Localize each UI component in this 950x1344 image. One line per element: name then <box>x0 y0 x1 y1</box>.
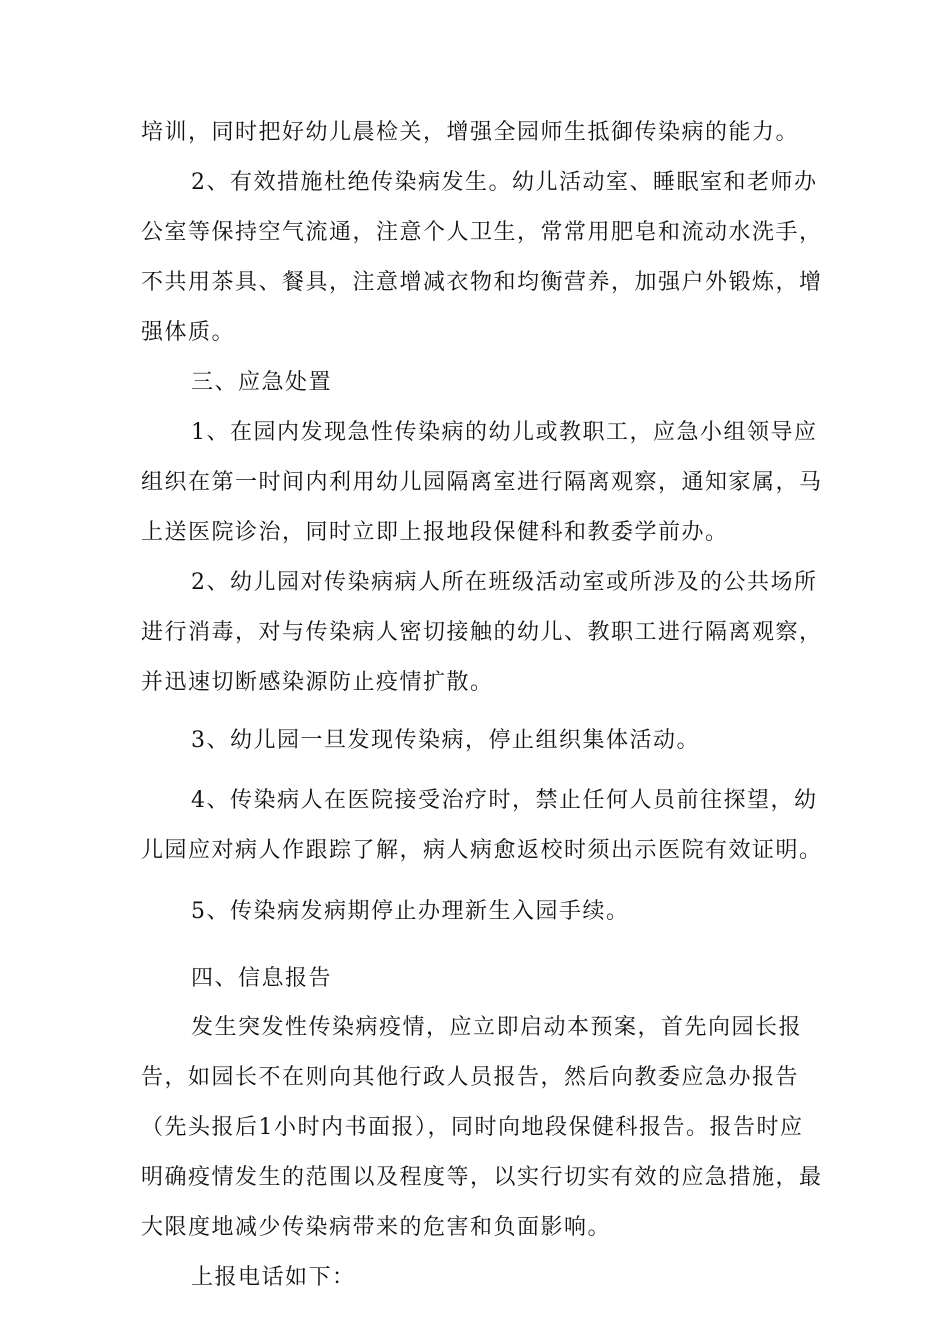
text-line: 强体质。 <box>141 320 236 345</box>
text-line: 培训，同时把好幼儿晨检关，增强全园师生抵御传染病的能力。 <box>141 120 800 145</box>
text-line: 大限度地减少传染病带来的危害和负面影响。 <box>141 1215 612 1240</box>
text-line: 明确疫情发生的范围以及程度等，以实行切实有效的应急措施，最 <box>141 1165 823 1190</box>
text-line: 进行消毒，对与传染病人密切接触的幼儿、教职工进行隔离观察， <box>141 620 823 645</box>
text-line: 上送医院诊治，同时立即上报地段保健科和教委学前办。 <box>141 520 729 545</box>
text-line: 发生突发性传染病疫情，应立即启动本预案，首先向园长报 <box>191 1015 803 1040</box>
text-line: 上报电话如下： <box>191 1265 356 1290</box>
text-line: 5、传染病发病期停止办理新生入园手续。 <box>191 899 630 924</box>
text-line: 1、在园内发现急性传染病的幼儿或教职工，应急小组领导应 <box>191 420 818 445</box>
text-line: 不共用茶具、餐具，注意增减衣物和均衡营养，加强户外锻炼，增 <box>141 270 823 295</box>
text-line: 并迅速切断感染源防止疫情扩散。 <box>141 670 494 695</box>
text-line: （先头报后1小时内书面报），同时向地段保健科报告。报告时应 <box>141 1115 804 1140</box>
text-line: 告，如园长不在则向其他行政人员报告，然后向教委应急办报告 <box>141 1065 800 1090</box>
text-line: 组织在第一时间内利用幼儿园隔离室进行隔离观察，通知家属，马 <box>141 470 823 495</box>
text-line: 2、有效措施杜绝传染病发生。幼儿活动室、睡眠室和老师办 <box>191 170 818 195</box>
text-line: 4、传染病人在医院接受治疗时，禁止任何人员前往探望，幼 <box>191 788 818 813</box>
section-heading: 四、信息报告 <box>191 966 333 991</box>
section-heading: 三、应急处置 <box>191 370 333 395</box>
text-line: 2、幼儿园对传染病病人所在班级活动室或所涉及的公共场所 <box>191 570 818 595</box>
text-line: 儿园应对病人作跟踪了解，病人病愈返校时须出示医院有效证明。 <box>141 838 823 863</box>
text-line: 3、幼儿园一旦发现传染病，停止组织集体活动。 <box>191 728 700 753</box>
text-line: 公室等保持空气流通，注意个人卫生，常常用肥皂和流动水洗手， <box>141 220 823 245</box>
